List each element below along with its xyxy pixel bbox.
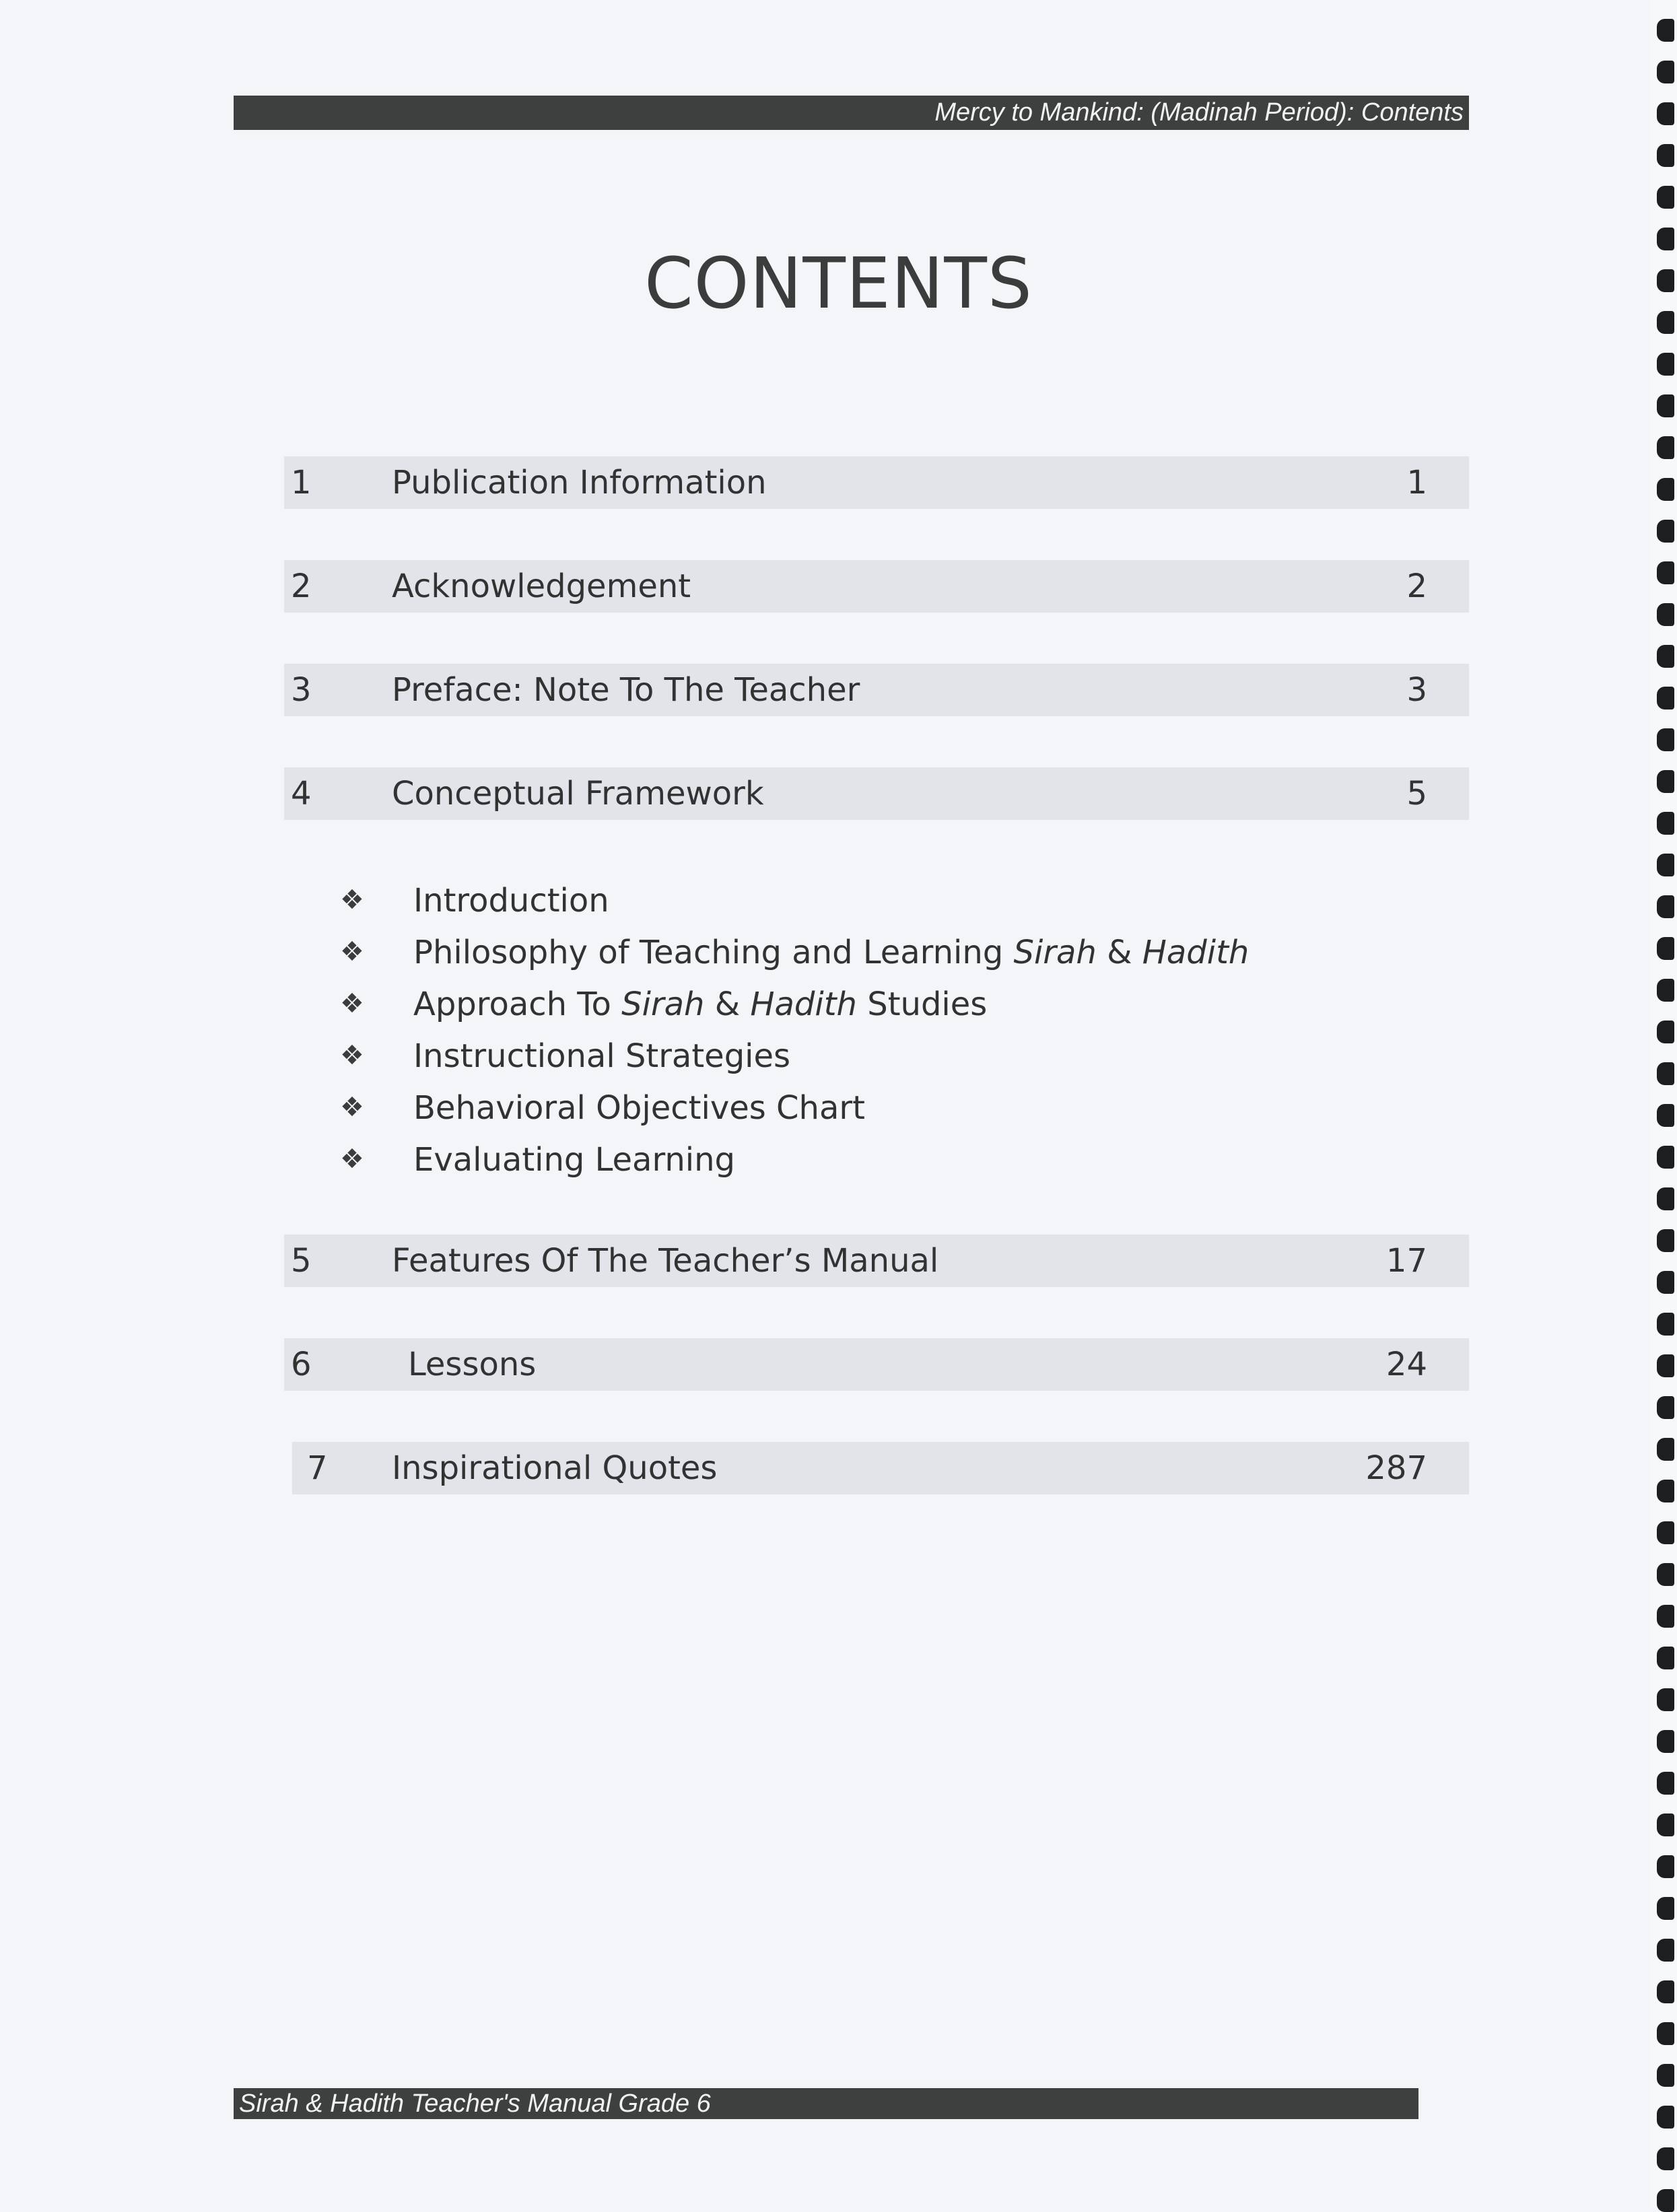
binding-ring <box>1657 2022 1674 2045</box>
binding-ring <box>1657 1939 1674 1962</box>
toc-entry-page: 3 <box>1406 671 1427 709</box>
toc-entry-number: 3 <box>291 671 312 709</box>
binding-ring <box>1657 1730 1674 1753</box>
running-footer <box>234 2088 1418 2119</box>
binding-ring <box>1657 186 1674 209</box>
toc-entry-number: 4 <box>291 775 312 813</box>
binding-ring <box>1657 1813 1674 1836</box>
binding-ring <box>1657 1021 1674 1043</box>
diamond-bullet-icon: ❖ <box>340 936 364 967</box>
binding-ring <box>1657 1647 1674 1669</box>
subsection-label: Instructional Strategies <box>413 1037 791 1075</box>
binding-ring <box>1657 394 1674 417</box>
subsection-label: Behavioral Objectives Chart <box>413 1089 865 1127</box>
toc-entry-label: Lessons <box>408 1346 537 1383</box>
binding-ring <box>1657 1480 1674 1502</box>
binding-ring <box>1657 478 1674 501</box>
binding-ring <box>1657 854 1674 876</box>
binding-ring <box>1657 2189 1674 2212</box>
binding-ring <box>1657 269 1674 292</box>
binding-ring <box>1657 770 1674 793</box>
binding-ring <box>1657 1313 1674 1336</box>
binding-ring <box>1657 353 1674 376</box>
binding-ring <box>1657 1396 1674 1419</box>
binding-ring <box>1657 102 1674 125</box>
binding-ring <box>1657 895 1674 918</box>
binding-ring <box>1657 979 1674 1002</box>
toc-entry[interactable] <box>284 664 1469 716</box>
toc-entry-page: 1 <box>1406 464 1427 502</box>
diamond-bullet-icon: ❖ <box>340 885 364 915</box>
binding-ring <box>1657 520 1674 543</box>
toc-entry-label: Publication Information <box>392 464 767 502</box>
toc-entry-page: 24 <box>1385 1346 1427 1383</box>
binding-ring <box>1657 19 1674 42</box>
toc-entry-page: 5 <box>1406 775 1427 813</box>
running-header <box>234 96 1469 130</box>
binding-ring <box>1657 1521 1674 1544</box>
binding-ring <box>1657 1354 1674 1377</box>
subsection-label: Approach To Sirah & Hadith Studies <box>413 986 988 1023</box>
diamond-bullet-icon: ❖ <box>340 988 364 1019</box>
binding-ring <box>1657 1062 1674 1085</box>
binding-ring <box>1657 812 1674 835</box>
toc-entry-label: Inspirational Quotes <box>392 1449 718 1487</box>
toc-entry[interactable] <box>284 456 1469 509</box>
binding-ring <box>1657 1438 1674 1461</box>
spiral-binding <box>1650 0 1677 2208</box>
binding-ring <box>1657 2106 1674 2129</box>
toc-entry-number: 5 <box>291 1242 312 1280</box>
running-footer-text: Sirah & Hadith Teacher's Manual Grade 6 <box>239 2089 711 2118</box>
toc-entry[interactable] <box>284 560 1469 613</box>
binding-ring <box>1657 603 1674 626</box>
binding-ring <box>1657 1229 1674 1252</box>
binding-ring <box>1657 2064 1674 2087</box>
subsection-label: Evaluating Learning <box>413 1141 736 1179</box>
binding-ring <box>1657 311 1674 334</box>
binding-ring <box>1657 1271 1674 1294</box>
binding-ring <box>1657 645 1674 668</box>
binding-ring <box>1657 436 1674 459</box>
toc-entry-page: 17 <box>1385 1242 1427 1280</box>
running-header-text: Mercy to Mankind: (Madinah Period): Contents <box>934 98 1464 127</box>
binding-ring <box>1657 1563 1674 1586</box>
binding-ring <box>1657 728 1674 751</box>
subsection-label: Philosophy of Teaching and Learning Sirah & Hadith <box>413 934 1250 971</box>
binding-ring <box>1657 561 1674 584</box>
binding-ring <box>1657 1772 1674 1795</box>
toc-entry-number: 6 <box>291 1346 312 1383</box>
binding-ring <box>1657 1897 1674 1920</box>
binding-ring <box>1657 1980 1674 2003</box>
binding-ring <box>1657 1146 1674 1169</box>
toc-entry-label: Preface: Note To The Teacher <box>392 671 860 709</box>
toc-entry-page: 2 <box>1406 567 1427 605</box>
subsection-label: Introduction <box>413 882 609 920</box>
binding-ring <box>1657 1605 1674 1628</box>
diamond-bullet-icon: ❖ <box>340 1092 364 1123</box>
toc-entry-number: 2 <box>291 567 312 605</box>
toc-entry[interactable] <box>284 1235 1469 1287</box>
binding-ring <box>1657 1855 1674 1878</box>
binding-ring <box>1657 2147 1674 2170</box>
toc-entry-label: Acknowledgement <box>392 567 691 605</box>
toc-entry[interactable] <box>284 767 1469 820</box>
toc-entry-number: 7 <box>307 1449 328 1487</box>
diamond-bullet-icon: ❖ <box>340 1144 364 1175</box>
toc-entry-number: 1 <box>291 464 312 502</box>
binding-ring <box>1657 228 1674 250</box>
toc-entry[interactable] <box>292 1442 1469 1494</box>
binding-ring <box>1657 144 1674 167</box>
binding-ring <box>1657 1104 1674 1127</box>
binding-ring <box>1657 1187 1674 1210</box>
toc-entry[interactable] <box>284 1338 1469 1391</box>
page-title: CONTENTS <box>644 242 1033 324</box>
toc-entry-label: Features Of The Teacher’s Manual <box>392 1242 939 1280</box>
diamond-bullet-icon: ❖ <box>340 1040 364 1071</box>
binding-ring <box>1657 687 1674 710</box>
binding-ring <box>1657 937 1674 960</box>
binding-ring <box>1657 1688 1674 1711</box>
toc-entry-label: Conceptual Framework <box>392 775 764 813</box>
toc-entry-page: 287 <box>1365 1449 1427 1487</box>
binding-ring <box>1657 61 1674 83</box>
